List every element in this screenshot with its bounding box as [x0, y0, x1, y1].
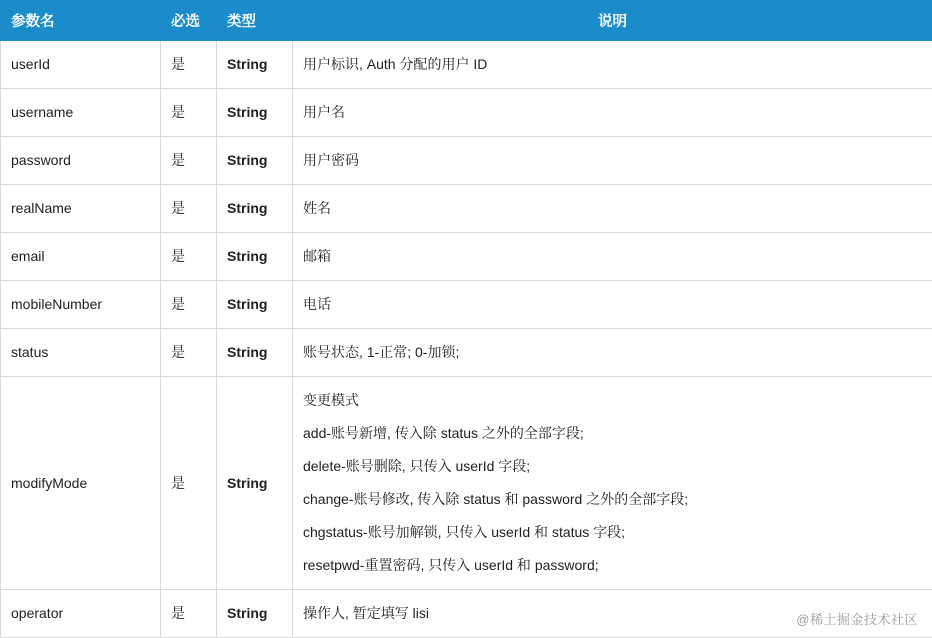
watermark: @稀土掘金技术社区: [796, 609, 918, 628]
description-lines: [303, 390, 922, 576]
description-line: add-账号新增, 传入除 status 之外的全部字段;: [303, 423, 922, 444]
cell-param-name: username: [1, 89, 161, 137]
cell-required: 是: [161, 329, 217, 377]
cell-param-name: realName: [1, 185, 161, 233]
cell-description: [293, 329, 932, 377]
cell-param-name: modifyMode: [1, 377, 161, 590]
cell-required: 是: [161, 377, 217, 590]
description-line: 用户名: [303, 102, 922, 123]
column-header-name: 参数名: [1, 1, 161, 41]
cell-type: String: [217, 329, 293, 377]
table-row: [1, 590, 932, 638]
cell-type: String: [217, 137, 293, 185]
cell-required: 是: [161, 185, 217, 233]
cell-type: String: [217, 590, 293, 638]
table-row: [1, 281, 932, 329]
description-lines: [303, 198, 922, 219]
description-line: delete-账号删除, 只传入 userId 字段;: [303, 456, 922, 477]
cell-description: [293, 377, 932, 590]
table-body: [1, 41, 932, 638]
description-line: resetpwd-重置密码, 只传入 userId 和 password;: [303, 555, 922, 576]
cell-description: [293, 281, 932, 329]
table-row: [1, 329, 932, 377]
description-line: 操作人, 暂定填写 lisi: [303, 603, 922, 624]
table-row: [1, 41, 932, 89]
cell-required: 是: [161, 41, 217, 89]
cell-type: String: [217, 377, 293, 590]
column-header-type: 类型: [217, 1, 293, 41]
cell-required: 是: [161, 281, 217, 329]
description-lines: [303, 102, 922, 123]
cell-required: 是: [161, 89, 217, 137]
description-lines: [303, 54, 922, 75]
description-lines: [303, 150, 922, 171]
description-lines: [303, 294, 922, 315]
cell-param-name: operator: [1, 590, 161, 638]
cell-description: [293, 41, 932, 89]
description-line: change-账号修改, 传入除 status 和 password 之外的全部字段;: [303, 489, 922, 510]
description-line: 用户密码: [303, 150, 922, 171]
cell-type: String: [217, 41, 293, 89]
cell-required: 是: [161, 137, 217, 185]
cell-required: 是: [161, 233, 217, 281]
cell-param-name: email: [1, 233, 161, 281]
table-row: [1, 185, 932, 233]
cell-type: String: [217, 233, 293, 281]
cell-description: [293, 185, 932, 233]
description-line: 用户标识, Auth 分配的用户 ID: [303, 54, 922, 75]
cell-param-name: mobileNumber: [1, 281, 161, 329]
description-line: 邮箱: [303, 246, 922, 267]
description-line: 电话: [303, 294, 922, 315]
table-header: [1, 1, 932, 41]
description-line: 账号状态, 1-正常; 0-加锁;: [303, 342, 922, 363]
cell-type: String: [217, 89, 293, 137]
table-header-row: [1, 1, 932, 41]
table-row: [1, 89, 932, 137]
cell-param-name: userId: [1, 41, 161, 89]
table-row: [1, 137, 932, 185]
cell-required: 是: [161, 590, 217, 638]
description-line: 变更模式: [303, 390, 922, 411]
description-line: chgstatus-账号加解锁, 只传入 userId 和 status 字段;: [303, 522, 922, 543]
table-row: [1, 233, 932, 281]
cell-type: String: [217, 185, 293, 233]
description-line: 姓名: [303, 198, 922, 219]
cell-param-name: password: [1, 137, 161, 185]
column-header-required: 必选: [161, 1, 217, 41]
description-lines: [303, 246, 922, 267]
cell-type: String: [217, 281, 293, 329]
table-row: [1, 377, 932, 590]
cell-description: [293, 233, 932, 281]
cell-description: [293, 137, 932, 185]
cell-description: [293, 89, 932, 137]
column-header-description: 说明: [293, 1, 932, 41]
cell-param-name: status: [1, 329, 161, 377]
description-lines: [303, 342, 922, 363]
